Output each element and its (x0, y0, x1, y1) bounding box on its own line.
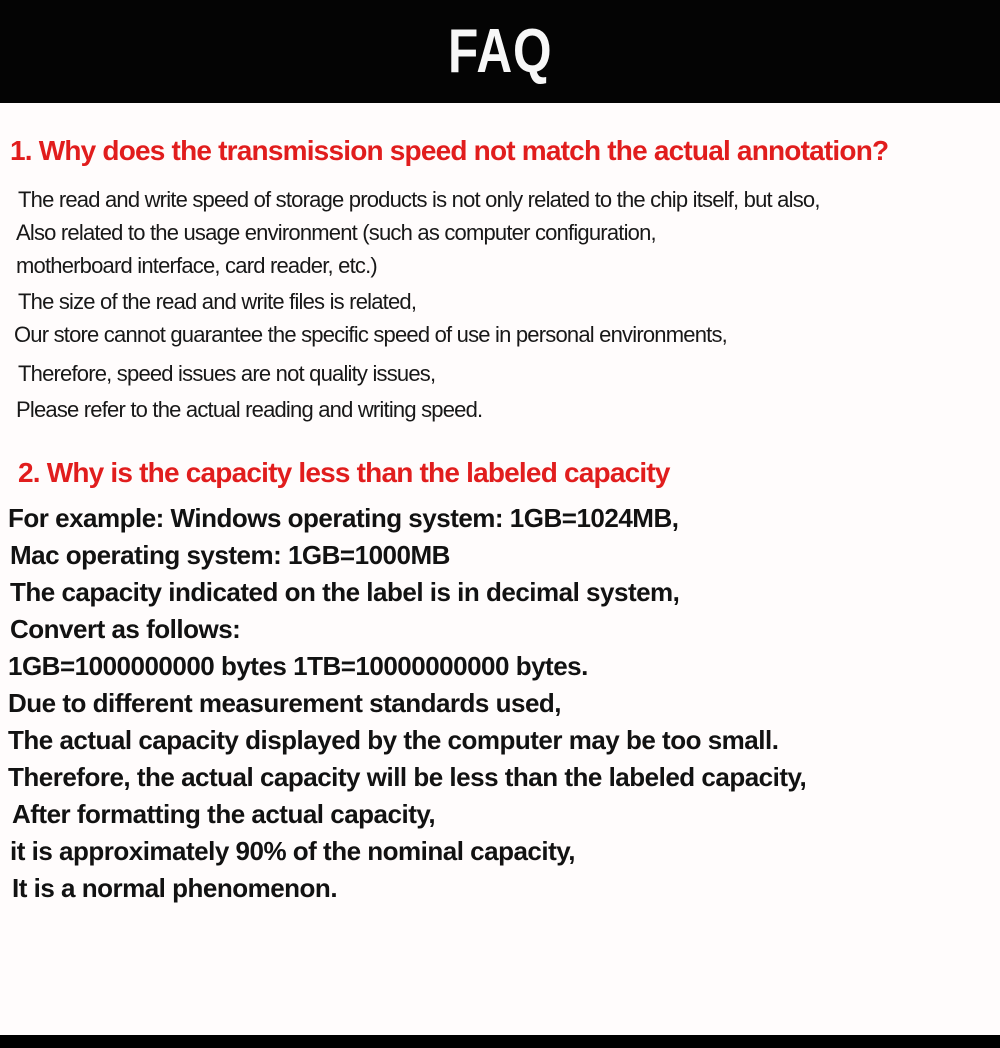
question-1-line: Our store cannot guarantee the specific speed of use in personal environments, (14, 322, 727, 347)
faq-header-bar (0, 0, 1000, 103)
question-2-line: 1GB=1000000000 bytes 1TB=10000000000 bytes. (8, 651, 588, 681)
question-2-line: Due to different measurement standards used, (8, 688, 562, 718)
question-2-line: For example: Windows operating system: 1GB=1024MB, (8, 503, 679, 533)
question-2-line: The capacity indicated on the label is in decimal system, (10, 577, 680, 607)
question-1-line: Therefore, speed issues are not quality issues, (18, 361, 436, 386)
faq-content (0, 134, 1000, 907)
question-2-line: Convert as follows: (10, 614, 241, 644)
question-2-line: After formatting the actual capacity, (12, 799, 436, 829)
question-2-line: The actual capacity displayed by the computer may be too small. (8, 725, 779, 755)
footer-bar (0, 1035, 1000, 1048)
question-1-line: motherboard interface, card reader, etc.) (16, 253, 377, 278)
question-2-line: It is a normal phenomenon. (12, 873, 338, 903)
question-1-line: The read and write speed of storage products is not only related to the chip itself, but also, (18, 187, 820, 212)
question-1-line: Also related to the usage environment (such as computer configuration, (16, 220, 656, 245)
question-1-line: The size of the read and write files is related, (18, 289, 417, 314)
question-1-heading: 1. Why does the transmission speed not match the actual annotation? (10, 135, 889, 166)
faq-title: FAQ (447, 16, 553, 86)
question-2-heading: 2. Why is the capacity less than the labeled capacity (18, 457, 670, 488)
question-2-line: Mac operating system: 1GB=1000MB (10, 540, 450, 570)
question-2-line: Therefore, the actual capacity will be less than the labeled capacity, (8, 762, 807, 792)
question-2-line: it is approximately 90% of the nominal capacity, (10, 836, 576, 866)
question-1-line: Please refer to the actual reading and writing speed. (16, 397, 483, 422)
